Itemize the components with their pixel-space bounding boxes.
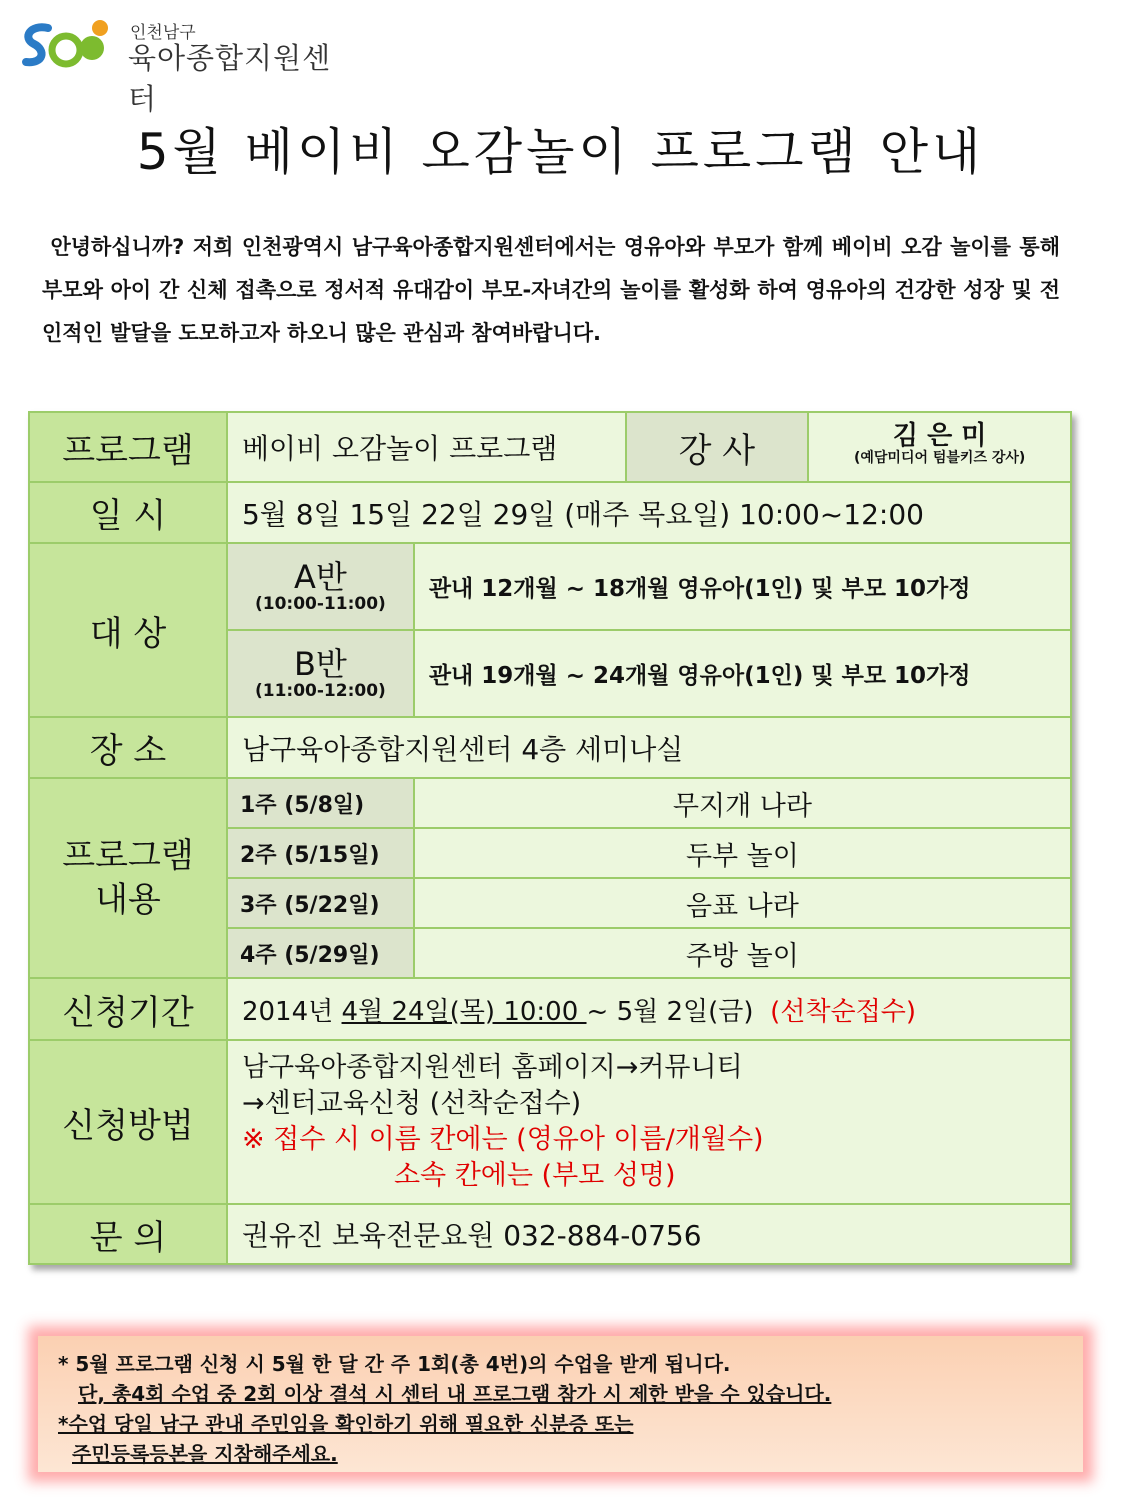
content-label bbox=[29, 778, 227, 978]
week-1-topic: 무지개 나라 bbox=[414, 778, 1071, 828]
page-title: 5월 베이비 오감놀이 프로그램 안내 bbox=[136, 123, 985, 181]
row-program bbox=[29, 412, 1071, 482]
instructor-name: 김 은 미 bbox=[892, 421, 987, 451]
period-start: 4월 24일(목) 10:00 bbox=[341, 996, 587, 1027]
group-b-cell bbox=[227, 630, 414, 717]
method-note-name: ※ 접수 시 이름 칸에는 (영유아 이름/개월수) bbox=[241, 1124, 764, 1155]
row-place bbox=[29, 717, 1071, 778]
content-label-line1: 프로그램 bbox=[62, 836, 194, 876]
row-target-a bbox=[29, 543, 1071, 630]
program-value: 베이비 오감놀이 프로그램 bbox=[227, 412, 626, 482]
center-logo bbox=[18, 12, 338, 116]
logo-district: 인천남구 bbox=[130, 23, 196, 43]
logo-center-name: 육아종합지원센터 bbox=[128, 41, 332, 116]
method-value bbox=[227, 1040, 1071, 1204]
content-label-line2: 내용 bbox=[95, 880, 161, 920]
group-a-name: A반 bbox=[293, 557, 347, 596]
notice-box bbox=[38, 1336, 1083, 1472]
group-b-desc: 관내 19개월 ~ 24개월 영유아(1인) 및 부모 10가정 bbox=[414, 630, 1071, 717]
period-prefix: 2014년 bbox=[241, 996, 342, 1027]
notice-line-4: 주민등록등본을 지참해주세요. bbox=[72, 1442, 338, 1466]
instructor-cell bbox=[808, 412, 1071, 482]
method-line2: →센터교육신청 (선착순접수) bbox=[241, 1088, 582, 1119]
week-3-label: 3주 (5/22일) bbox=[227, 878, 414, 928]
period-value bbox=[227, 978, 1071, 1040]
row-period bbox=[29, 978, 1071, 1040]
row-method bbox=[29, 1040, 1071, 1204]
contact-value: 권유진 보육전문요원 032-884-0756 bbox=[227, 1204, 1071, 1264]
method-note-affiliation: 소속 칸에는 (부모 성명) bbox=[393, 1160, 676, 1191]
program-label: 프로그램 bbox=[29, 412, 227, 482]
group-b-time: (11:00-12:00) bbox=[254, 680, 386, 701]
intro-paragraph bbox=[42, 226, 1060, 355]
datetime-label: 일 시 bbox=[29, 482, 227, 543]
program-info-table bbox=[28, 411, 1072, 1265]
period-label: 신청기간 bbox=[29, 978, 227, 1040]
notice-line-3-text: *수업 당일 남구 관내 주민임을 확인하기 위해 필요한 신분증 또는 bbox=[58, 1412, 634, 1436]
period-note: (선착순접수) bbox=[770, 996, 916, 1027]
instructor-label: 강 사 bbox=[626, 412, 809, 482]
group-b-name: B반 bbox=[293, 644, 347, 683]
target-label: 대 상 bbox=[29, 543, 227, 717]
intro-text: 안녕하십니까? 저희 인천광역시 남구육아종합지원센터에서는 영유아와 부모가 함께 베이비 오감 놀이를 통해 부모와 아이 간 신체 접촉으로 정서적 유대감이 부모-자녀간의 놀이를 활성화 하여 영유아의 건강한 성장 및 전인적인 발달을 도모하고자 하오니 많은 관심과 참여바랍니다. bbox=[42, 235, 1060, 345]
place-value: 남구육아종합지원센터 4층 세미나실 bbox=[227, 717, 1071, 778]
week-3-topic: 음표 나라 bbox=[414, 878, 1071, 928]
contact-label: 문 의 bbox=[29, 1204, 227, 1264]
method-label: 신청방법 bbox=[29, 1040, 227, 1204]
week-2-label: 2주 (5/15일) bbox=[227, 828, 414, 878]
row-contact bbox=[29, 1204, 1071, 1264]
period-end: ~ 5월 2일(금) bbox=[586, 996, 754, 1027]
notice-line-3 bbox=[58, 1408, 633, 1437]
method-line1: 남구육아종합지원센터 홈페이지→커뮤니티 bbox=[241, 1052, 743, 1083]
week-4-label: 4주 (5/29일) bbox=[227, 928, 414, 978]
group-a-time: (10:00-11:00) bbox=[254, 593, 386, 614]
row-datetime bbox=[29, 482, 1071, 543]
notice-line-2: 단, 총4회 수업 중 2회 이상 결석 시 센터 내 프로그램 참가 시 제한 받을 수 있습니다. bbox=[78, 1382, 832, 1406]
instructor-affiliation: (예담미디어 텀블키즈 강사) bbox=[853, 450, 1026, 466]
place-label: 장 소 bbox=[29, 717, 227, 778]
notice-line-1: * 5월 프로그램 신청 시 5월 한 달 간 주 1회(총 4번)의 수업을 받게 됩니다. bbox=[58, 1352, 731, 1376]
row-week-1 bbox=[29, 778, 1071, 828]
datetime-value: 5월 8일 15일 22일 29일 (매주 목요일) 10:00~12:00 bbox=[227, 482, 1071, 543]
group-a-desc: 관내 12개월 ~ 18개월 영유아(1인) 및 부모 10가정 bbox=[414, 543, 1071, 630]
group-a-cell bbox=[227, 543, 414, 630]
week-1-label: 1주 (5/8일) bbox=[227, 778, 414, 828]
logo-mark-icon bbox=[18, 14, 113, 72]
week-2-topic: 두부 놀이 bbox=[414, 828, 1071, 878]
week-4-topic: 주방 놀이 bbox=[414, 928, 1071, 978]
